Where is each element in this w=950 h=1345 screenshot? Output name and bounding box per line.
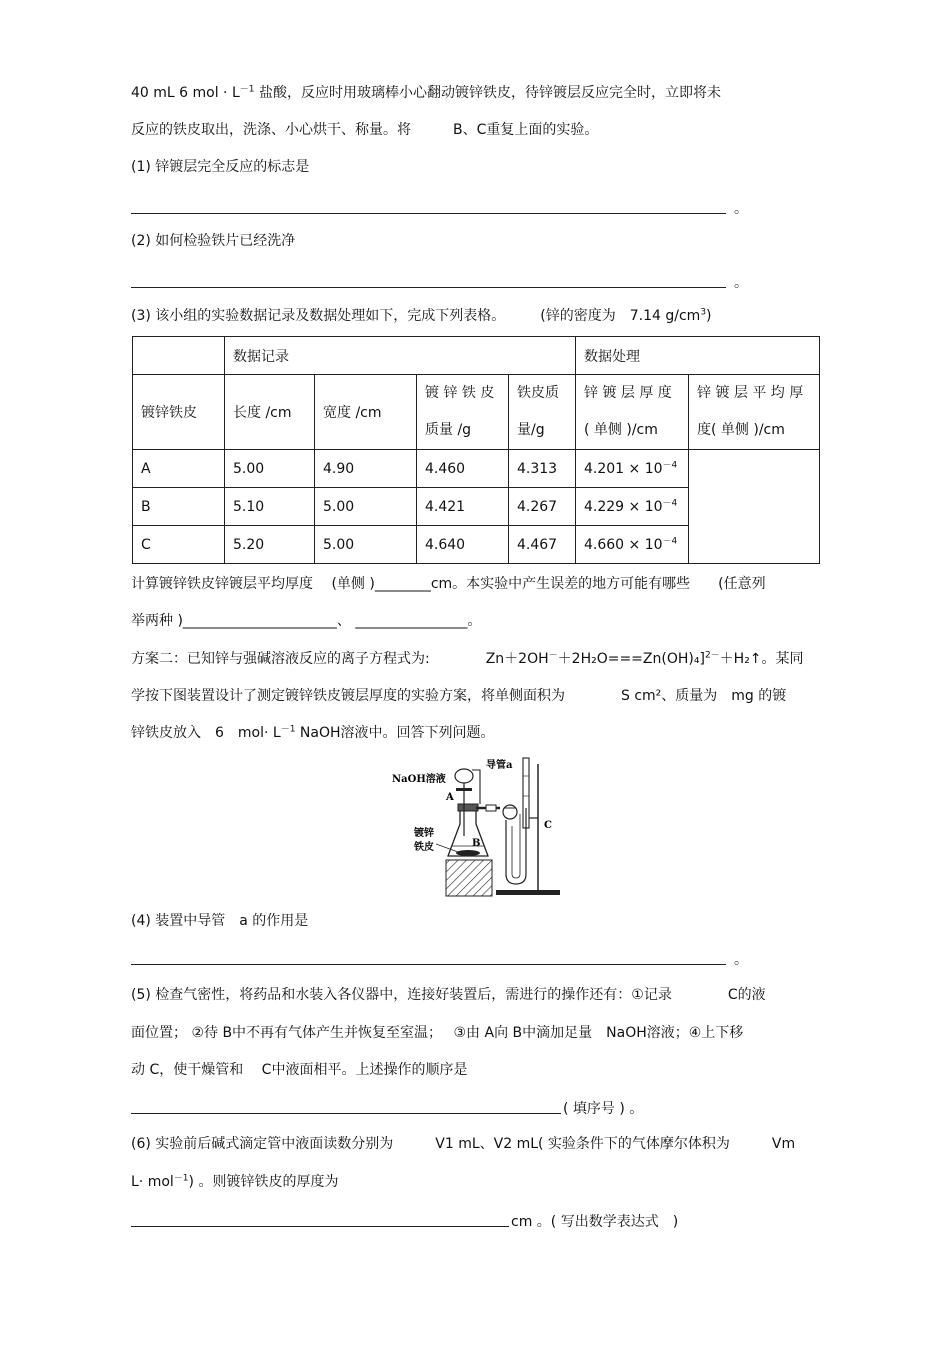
- label-B: B: [472, 838, 481, 849]
- question-5-line-2: 面位置； ②待 B中不再有气体产生并恢复至室温； ③由 A向 B中滴加足量 NaOH溶液；④上下移: [131, 1025, 744, 1041]
- header-average: 锌 镀 层 平 均 厚 度( 单侧 )/cm: [689, 375, 820, 450]
- answer-suffix: cm 。( 写出数学表达式 ): [511, 1214, 679, 1230]
- cell-mass: 4.421: [417, 488, 509, 526]
- question-4: (4) 装置中导管 a 的作用是: [131, 913, 309, 929]
- header-mass: 镀 锌 铁 皮 质量 /g: [417, 375, 509, 450]
- table-row: [133, 450, 820, 488]
- question-6-line-2: L· mol$^{-1}$) 。则镀锌铁皮的厚度为: [131, 1173, 339, 1190]
- cell-width: 5.00: [315, 526, 417, 564]
- question-3-text: ): [706, 308, 712, 324]
- cell-thickness: $4.229 \times 10^{-4}$: [576, 488, 689, 526]
- label-C: C: [544, 820, 552, 831]
- plan2-line-3: 锌铁皮放入 6 $mol\cdot L^{-1}$ NaOH溶液中。回答下列问题。: [131, 724, 495, 741]
- cell-width: 4.90: [315, 450, 417, 488]
- intro-line-1: [131, 84, 721, 102]
- apparatus-diagram: [392, 756, 578, 898]
- drying-tube: [503, 805, 517, 819]
- error-question: 举两种 )______________________、 ________________。: [131, 613, 482, 629]
- header-iron: 铁皮质 量/g: [509, 375, 576, 450]
- header-process: 数据处理: [576, 337, 820, 375]
- label-naoh: NaOH溶液: [392, 774, 446, 785]
- plan2-line-1: 方案二：已知锌与强碱溶液反应的离子方程式为: Zn＋2OH－＋2H₂O===Zn(OH)₄]$^{2-}$＋H₂↑。某同: [131, 650, 804, 667]
- intro-text: 40 mL 6 mol · L: [131, 85, 240, 101]
- cell-iron: 4.267: [509, 488, 576, 526]
- data-table: [132, 336, 820, 564]
- support-block: [446, 860, 492, 896]
- answer-blank-2[interactable]: [131, 272, 751, 290]
- cell-mass: 4.460: [417, 450, 509, 488]
- table-corner: [133, 337, 225, 375]
- question-5-line-3: 动 C，使干燥管和 C中液面相平。上述操作的顺序是: [131, 1062, 468, 1078]
- question-6-line-1: (6) 实验前后碱式滴定管中液面读数分别为 V1 mL、V2 mL( 实验条件下的气体摩尔体积为 Vm: [131, 1136, 796, 1152]
- label-sheet: 铁皮: [414, 842, 434, 853]
- header-thickness: 锌 镀 层 厚 度 ( 单侧 )/cm: [576, 375, 689, 450]
- question-2: (2) 如何检验铁片已经洗净: [131, 233, 296, 249]
- cell-iron: 4.313: [509, 450, 576, 488]
- superscript: 3: [700, 307, 707, 318]
- period: 。: [734, 201, 748, 217]
- period: 。: [734, 275, 748, 291]
- cell-width: 5.00: [315, 488, 417, 526]
- answer-blank-6[interactable]: [131, 1211, 691, 1229]
- cell-sample: C: [133, 526, 225, 564]
- answer-blank-5[interactable]: [131, 1098, 691, 1116]
- cell-mass: 4.640: [417, 526, 509, 564]
- cell-average-blank[interactable]: [689, 450, 820, 564]
- intro-text: 盐酸，反应时用玻璃棒小心翻动镀锌铁皮，待锌镀层反应完全时，立即将未: [254, 85, 721, 101]
- flask-B: [448, 810, 488, 856]
- period: 。: [734, 952, 748, 968]
- cell-thickness: $4.201 \times 10^{-4}$: [576, 450, 689, 488]
- cell-length: 5.10: [225, 488, 315, 526]
- header-length: 长度 /cm: [225, 375, 315, 450]
- answer-suffix: ( 填序号 ) 。: [563, 1101, 644, 1117]
- answer-blank-1[interactable]: [131, 198, 751, 216]
- average-question: 计算镀锌铁皮锌镀层平均厚度 (单侧 )________cm。本实验中产生误差的地方可能有哪些 (任意列: [131, 576, 766, 592]
- cell-sample: A: [133, 450, 225, 488]
- header-width: 宽度 /cm: [315, 375, 417, 450]
- zinc-sheet: [456, 850, 480, 856]
- cell-iron: 4.467: [509, 526, 576, 564]
- cell-sample: B: [133, 488, 225, 526]
- label-tube-a: 导管a: [486, 760, 513, 771]
- intro-line-2: 反应的铁皮取出，洗涤、小心烘干、称量。将 B、C重复上面的实验。: [131, 122, 599, 138]
- label-sheet: 镀锌: [414, 828, 434, 839]
- cell-thickness: $4.660 \times 10^{-4}$: [576, 526, 689, 564]
- question-3-text: (3) 该小组的实验数据记录及数据处理如下，完成下列表格。 (锌的密度为 7.14 g/cm: [131, 308, 701, 324]
- cell-length: 5.20: [225, 526, 315, 564]
- funnel-A: [455, 769, 473, 783]
- question-3: [131, 307, 712, 325]
- header-record: 数据记录: [225, 337, 576, 375]
- cell-length: 5.00: [225, 450, 315, 488]
- label-A: A: [446, 792, 454, 803]
- answer-blank-4[interactable]: [131, 949, 751, 967]
- plan2-line-2: 学按下图装置设计了测定镀锌铁皮镀层厚度的实验方案，将单侧面积为 S cm²、质量为 mg 的镀: [131, 688, 787, 704]
- question-5-line-1: (5) 检查气密性，将药品和水装入各仪器中，连接好装置后，需进行的操作还有：①记录 C的液: [131, 987, 766, 1003]
- question-1: (1) 锌镀层完全反应的标志是: [131, 159, 310, 175]
- superscript: －1: [239, 84, 255, 95]
- header-sample: 镀锌铁皮: [133, 375, 225, 450]
